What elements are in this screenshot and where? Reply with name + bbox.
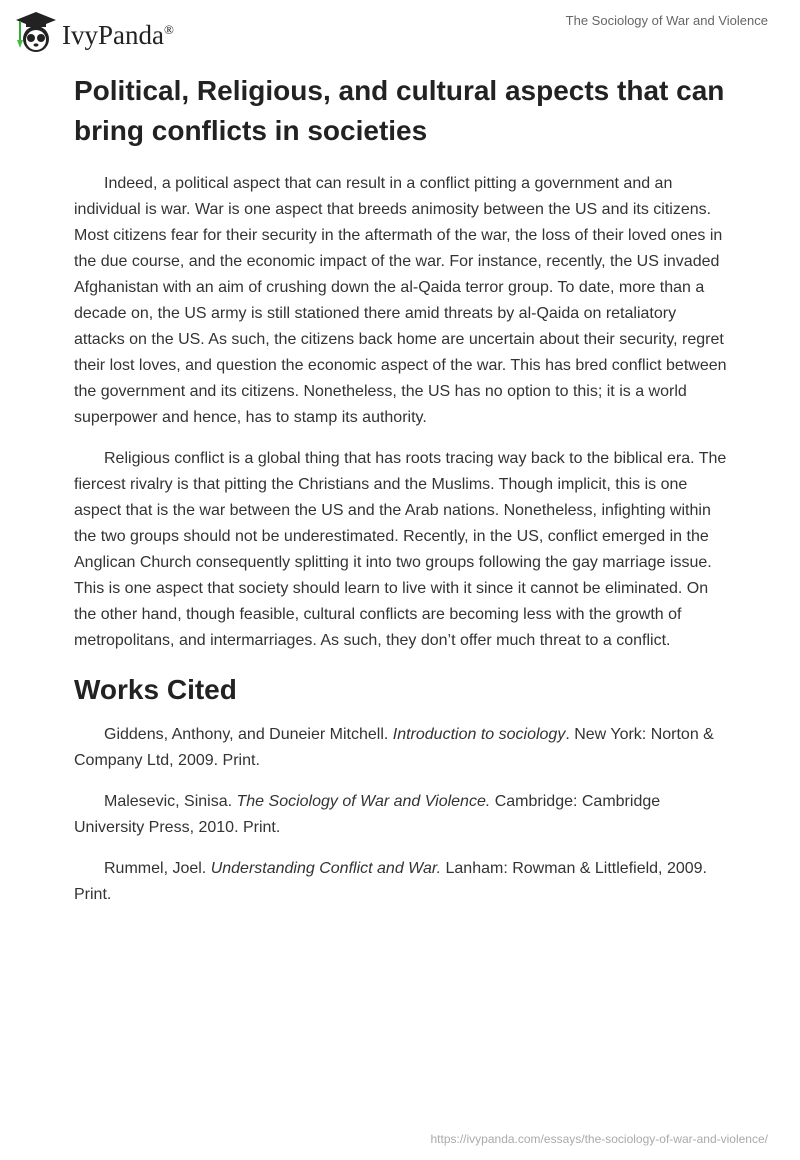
body-paragraph: Religious conflict is a global thing that has roots tracing way back to the biblical era. The fiercest rivalry is that pitting the Christians and the Muslims. Though implicit, this is one aspect that is the war between the US and the Arab nations. Nonetheless, infighting within the two groups should not be underestimated. Recently, in the US, conflict emerged in the Anglican Church consequently splitting it into two groups following the gay marriage issue. This is one aspect that society should learn to live with it since it cannot be eliminated. On the other hand, though feasible, cultural conflicts are becoming less with the growth of metropolitans, and intermarriages. As such, they don’t offer much threat to a conflict. [74, 450, 727, 649]
citation-title: Understanding Conflict and War. [210, 860, 442, 877]
document-title: The Sociology of War and Violence [565, 13, 768, 28]
section-heading: Political, Religious, and cultural aspects that can bring conflicts in societies [74, 75, 725, 146]
citation-publisher: Cambridge: Cambridge University Press, 2010. Print. [74, 793, 661, 836]
works-cited-heading: Works Cited [74, 674, 237, 705]
citation-title: Introduction to sociology [392, 726, 566, 743]
source-url[interactable]: https://ivypanda.com/essays/the-sociology-of-war-and-violence/ [430, 1132, 768, 1146]
citation-title: The Sociology of War and Violence. [236, 793, 491, 810]
page-header [0, 0, 800, 60]
citation-publisher: . New York: Norton & Company Ltd, 2009. Print. [74, 726, 714, 769]
citation-author: Malesevic, Sinisa. [104, 793, 237, 810]
citation-author: Rummel, Joel. [104, 860, 211, 877]
essay-content [74, 71, 728, 923]
panda-graduate-icon [12, 8, 58, 54]
citation-publisher: Lanham: Rowman & Littlefield, 2009. Print. [74, 860, 707, 903]
body-paragraph: Indeed, a political aspect that can result in a conflict pitting a government and an individual is war. War is one aspect that breeds animosity between the US and its citizens. Most citizens fear for their security in the aftermath of the war, the loss of their loved ones in the due course, and the economic impact of the war. For instance, recently, the US invaded Afghanistan with an aim of crushing down the al-Qaida terror group. To date, more than a decade on, the US army is still stationed there amid threats by al-Qaida on retaliatory attacks on the US. As such, the citizens back home are uncertain about their security, regret their lost loves, and question the economic aspect of the war. This has bred conflict between the government and its citizens. Nonetheless, the US has no option to this; it is a world superpower and hence, has to stamp its authority. [74, 175, 727, 426]
citation-author: Giddens, Anthony, and Duneier Mitchell. [104, 726, 393, 743]
ivypanda-logo[interactable] [12, 8, 174, 54]
citation [74, 856, 728, 908]
logo-text: IvyPanda [62, 19, 164, 50]
citation [74, 789, 728, 841]
citation [74, 722, 728, 774]
registered-mark: ® [163, 21, 174, 37]
